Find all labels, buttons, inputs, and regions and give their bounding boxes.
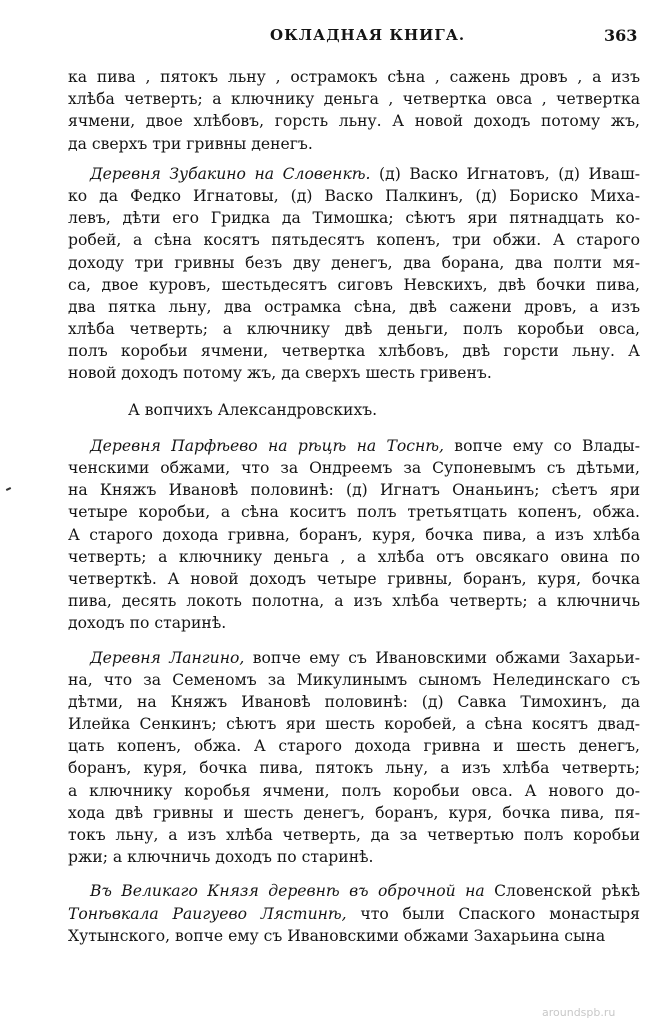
italic-segment: Деревня Парфѣево на рѣцѣ на Тоснѣ, — [90, 436, 444, 455]
text-line — [68, 274, 640, 296]
text-line — [68, 163, 640, 185]
paragraph-gap — [68, 635, 640, 647]
text-line — [68, 925, 640, 947]
text-segment: Хутынского, вопче ему съ Ивановскими обжами Захарьина сына — [68, 926, 606, 945]
text-line — [68, 340, 640, 362]
text-line — [68, 501, 640, 523]
text-segment: да сверхъ три гривны денегъ. — [68, 134, 313, 153]
paragraph — [68, 435, 640, 635]
text-segment: а ключнику коробья ячмени, полъ коробьи овса. А нового до- — [68, 781, 640, 800]
text-line — [68, 546, 640, 568]
paragraph — [68, 66, 640, 155]
text-line — [68, 110, 640, 132]
text-line — [68, 757, 640, 779]
watermark: aroundspb.ru — [542, 1006, 616, 1019]
paragraph — [68, 647, 640, 869]
paragraph-gap — [68, 385, 640, 399]
italic-segment: Деревня Лангино, — [90, 648, 245, 667]
text-line — [68, 362, 640, 384]
text-segment: Словенской рѣкѣ — [494, 882, 640, 901]
text-segment: токъ льну, а изъ хлѣба четверть, да за четвертью полъ коробьи — [68, 826, 640, 844]
body-text — [68, 66, 640, 947]
text-line — [68, 252, 640, 274]
running-title: ОКЛАДНАЯ КНИГА. — [270, 26, 466, 44]
text-line — [68, 229, 640, 251]
margin-mark — [6, 487, 11, 491]
text-segment: (д) Васко Игнатовъ, (д) Иваш- — [370, 164, 640, 183]
text-segment: доходу три гривны безъ дву денегъ, два борана, два полти мя- — [68, 253, 640, 272]
text-line — [68, 691, 640, 713]
text-line — [68, 479, 640, 501]
text-segment: хлѣба четверть; а ключнику деньга , четвертка овса , четвертка — [68, 90, 640, 109]
text-segment: что были Спаского монастыря — [346, 904, 640, 923]
text-line — [68, 207, 640, 229]
italic-segment: Въ Великаго Князя деревнѣ въ оброчной на — [90, 882, 495, 901]
text-segment: вопче ему со Влады- — [443, 436, 640, 455]
paragraph — [68, 163, 640, 385]
text-line — [68, 568, 640, 590]
text-line — [68, 802, 640, 824]
text-line — [68, 185, 640, 207]
text-segment: хода двѣ гривны и шесть денегъ, боранъ, куря, бочка пива, пя- — [68, 803, 640, 822]
text-segment: полъ коробьи ячмени, четвертка хлѣбовъ, двѣ горсти льну. А — [68, 342, 640, 361]
text-line — [68, 903, 640, 925]
text-line — [68, 66, 640, 88]
text-segment: хлѣба четверть; а ключнику двѣ деньги, полъ коробьи овса, — [68, 320, 640, 339]
text-line — [68, 880, 640, 902]
text-segment: дѣтми, на Княжъ Ивановѣ половинѣ: (д) Савка Тимохинъ, да — [68, 692, 640, 711]
text-segment: са, двое куровъ, шестьдесятъ сиговъ Невскихъ, двѣ бочки пива, — [68, 275, 640, 294]
text-line — [68, 524, 640, 546]
text-segment: боранъ, куря, бочка пива, пятокъ льну, а изъ хлѣба четверть; — [68, 759, 640, 778]
text-line — [68, 133, 640, 155]
text-line — [68, 846, 640, 868]
text-segment: четыре коробьи, а сѣна коситъ полъ третьятцать копенъ, обжа. — [68, 503, 640, 522]
text-segment: доходъ по старинѣ. — [68, 614, 227, 633]
paragraph — [68, 880, 640, 947]
text-line — [68, 435, 640, 457]
text-line — [68, 590, 640, 612]
text-segment: левъ, дѣти его Гридка да Тимошка; сѣютъ яри пятнадцать ко- — [68, 209, 640, 228]
section-subheading: А вопчихъ Александровскихъ. — [128, 400, 378, 419]
text-line — [68, 457, 640, 479]
page-number: 363 — [604, 26, 638, 45]
text-line — [68, 713, 640, 735]
paragraph-gap — [68, 868, 640, 880]
text-segment: Илейка Сенкинъ; сѣютъ яри шесть коробей, а сѣна косятъ двад- — [68, 715, 640, 734]
text-line — [68, 780, 640, 802]
text-segment: робей, а сѣна косятъ пятьдесятъ копенъ, три обжи. А старого — [68, 231, 640, 250]
text-segment: на, что за Семеномъ за Микулинымъ сыномъ Нелединскаго съ — [68, 670, 640, 689]
text-segment: два пятка льну, два острамка сѣна, двѣ сажени дровъ, а изъ — [68, 297, 640, 316]
italic-segment: Деревня Зубакино на Словенкѣ. — [90, 164, 371, 183]
text-line — [68, 612, 640, 634]
paragraph-gap — [68, 421, 640, 435]
text-line — [68, 318, 640, 340]
text-line — [68, 824, 640, 846]
text-line — [68, 647, 640, 669]
text-segment: на Княжъ Ивановѣ половинѣ: (д) Игнатъ Онаньинъ; сѣетъ яри — [68, 481, 640, 500]
italic-segment: Тонѣвкала Раигуево Лястинѣ, — [68, 904, 347, 923]
text-segment: новой доходъ потому жъ, да сверхъ шесть гривенъ. — [68, 364, 492, 383]
text-segment: ячмени, двое хлѣбовъ, горсть льну. А новой доходъ потому жъ, — [68, 112, 640, 131]
text-segment: А старого дохода гривна, боранъ, куря, бочка пива, а изъ хлѣба — [68, 525, 640, 544]
text-segment: четверткѣ. А новой доходъ четыре гривны, боранъ, куря, бочка — [68, 569, 640, 588]
text-segment: пива, десять локоть полотна, а изъ хлѣба четверть; а ключничь — [68, 592, 640, 611]
paragraph-gap — [68, 155, 640, 163]
text-segment: ченскими обжами, что за Ондреемъ за Супоневымъ съ дѣтьми, — [68, 459, 640, 477]
text-line — [68, 669, 640, 691]
text-segment: ко да Федко Игнатовы, (д) Васко Палкинъ, (д) Бориско Миха- — [68, 186, 640, 205]
text-segment: четверть; а ключнику деньга , а хлѣба отъ овсякаго овина по — [68, 547, 640, 566]
text-segment: ржи; а ключничь доходъ по старинѣ. — [68, 848, 374, 867]
text-segment: ка пива , пятокъ льну , острамокъ сѣна , сажень дровъ , а изъ — [68, 68, 640, 86]
text-segment: цать копенъ, обжа. А старого дохода гривна и шесть денегъ, — [68, 737, 640, 756]
text-line — [68, 296, 640, 318]
text-segment: вопче ему съ Ивановскими обжами Захарьи- — [244, 648, 640, 667]
text-line — [68, 735, 640, 757]
text-line — [68, 88, 640, 110]
